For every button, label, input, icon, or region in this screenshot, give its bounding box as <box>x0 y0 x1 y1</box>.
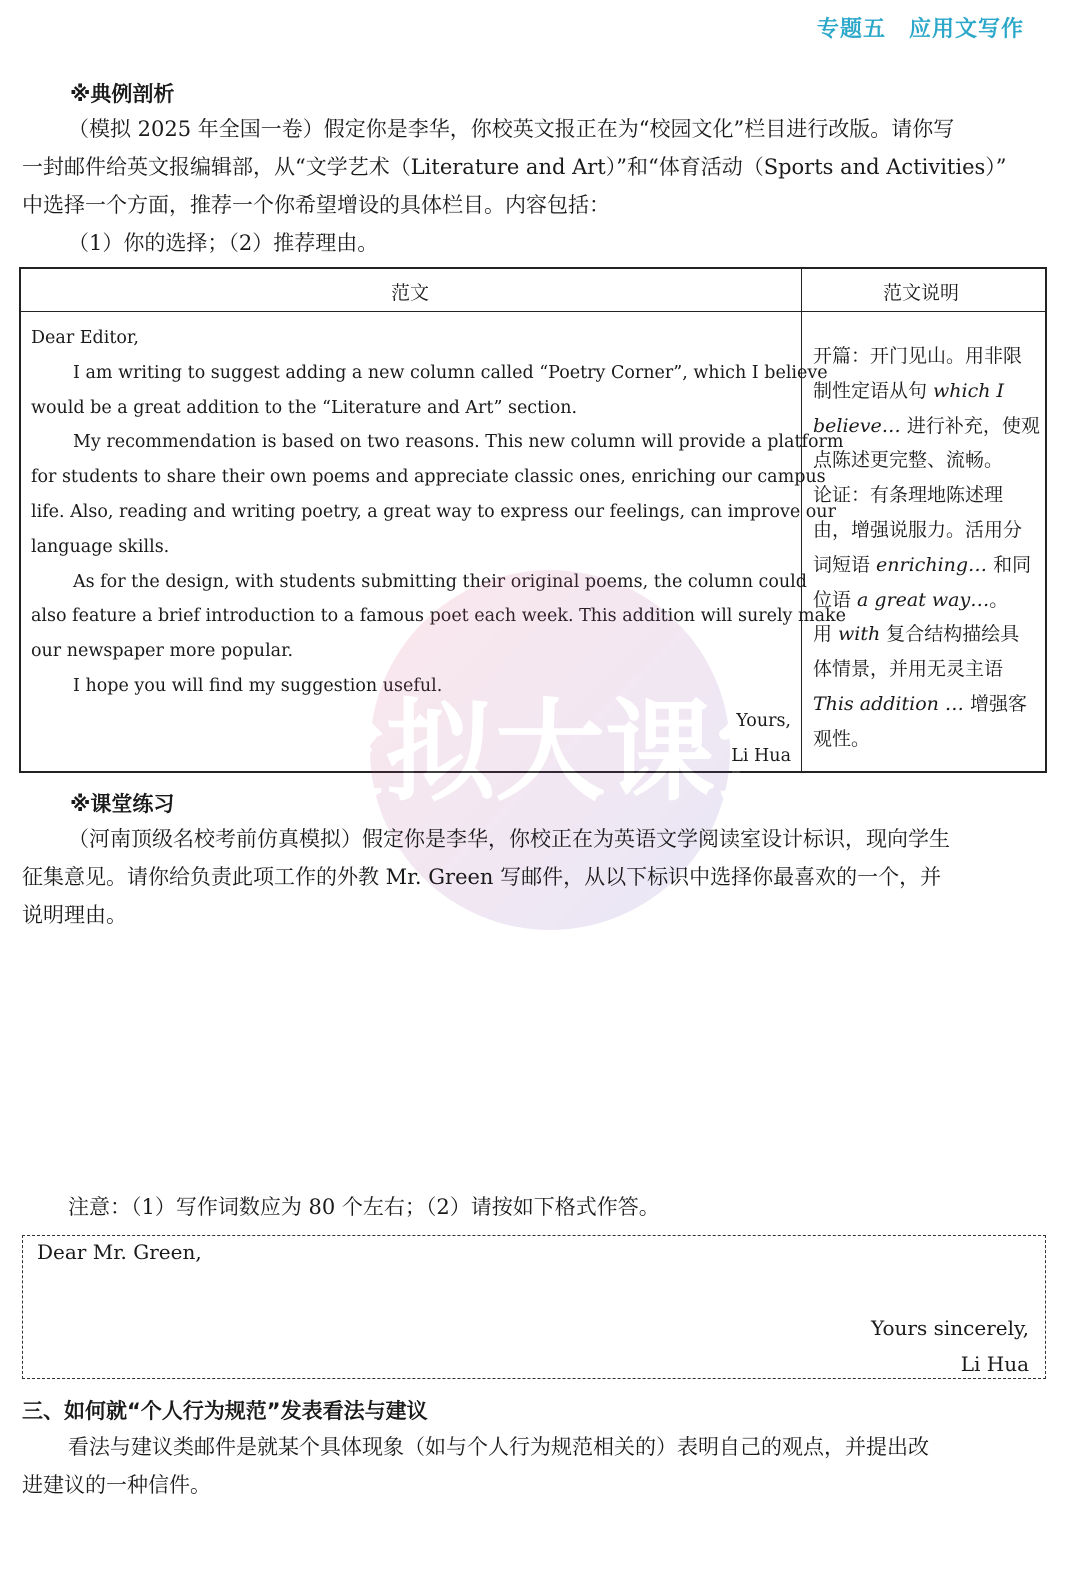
note-line: 点陈述更完整、流畅。 <box>813 449 1004 472</box>
section-body-line: 看法与建议类邮件是就某个具体现象（如与个人行为规范相关的）表明自己的观点，并提出改 <box>68 1435 929 1459</box>
example-heading: ※典例剖析 <box>70 82 175 106</box>
sample-notes <box>813 339 1041 757</box>
essay-line: also feature a brief introduction to a famous poet each week. This addition will surely make <box>31 606 846 627</box>
note-line: 制性定语从句 which I <box>813 379 1005 402</box>
practice-prompt-line: 说明理由。 <box>22 903 127 927</box>
watermark-text: 拟大课 <box>384 688 715 816</box>
essay-line: our newspaper more popular. <box>31 641 294 662</box>
note-line: This addition … 增强客 <box>813 692 1027 715</box>
essay-signature: Li Hua <box>731 745 791 766</box>
practice-note: 注意：（1）写作词数应为 80 个左右；（2）请按如下格式作答。 <box>68 1195 660 1219</box>
essay-line: life. Also, reading and writing poetry, a great way to express our feelings, can improve our <box>31 501 836 522</box>
note-line: believe… 进行补充，使观 <box>813 414 1040 437</box>
essay-line: I hope you will find my suggestion useful. <box>73 675 443 696</box>
answer-closing: Yours sincerely, <box>871 1316 1029 1340</box>
essay-line: Dear Editor, <box>31 328 139 348</box>
essay-line: My recommendation is based on two reasons. This new column will provide a platform <box>73 432 844 453</box>
note-line: 论证：有条理地陈述理 <box>813 484 1004 507</box>
note-line: 观性。 <box>813 727 871 750</box>
note-line: 位语 a great way…。 <box>813 588 1009 611</box>
essay-closing: Yours, <box>736 710 791 731</box>
note-line: 开篇：开门见山。用非限 <box>813 345 1023 367</box>
practice-prompt <box>22 820 1048 934</box>
header-title: 专题五 应用文写作 <box>816 17 1024 42</box>
example-prompt-line: 一封邮件给英文报编辑部，从“文学艺术（Literature and Art）”和“体育活动（Sports and Activities）” <box>22 155 1007 179</box>
answer-signature: Li Hua <box>960 1352 1029 1376</box>
answer-box <box>22 1235 1046 1379</box>
essay-line: I am writing to suggest adding a new column called “Poetry Corner”, which I believe <box>73 362 828 383</box>
section-body <box>22 1428 1048 1504</box>
essay-line: for students to share their own poems and appreciate classic ones, enriching our campus <box>31 467 826 488</box>
essay-line: would be a great addition to the “Literature and Art” section. <box>31 397 578 418</box>
note-line: 用 with 复合结构描绘具 <box>813 623 1020 646</box>
table-divider <box>21 311 1045 312</box>
table-header-notes: 范文说明 <box>883 282 960 304</box>
practice-heading: ※课堂练习 <box>70 792 175 816</box>
note-line: 词短语 enriching… 和同 <box>813 553 1032 576</box>
essay-line: language skills. <box>31 536 170 557</box>
example-prompt <box>22 110 1048 262</box>
note-line: 体情景，并用无灵主语 <box>813 658 1004 681</box>
answer-greeting: Dear Mr. Green, <box>37 1240 202 1264</box>
example-prompt-line: （模拟 2025 年全国一卷）假定你是李华，你校英文报正在为“校园文化”栏目进行改版。请你写 <box>68 117 955 141</box>
section-title: 三、如何就“个人行为规范”发表看法与建议 <box>22 1399 428 1423</box>
example-prompt-line: 中选择一个方面，推荐一个你希望增设的具体栏目。内容包括： <box>22 193 610 217</box>
practice-prompt-line: 征集意见。请你给负责此项工作的外教 Mr. Green 写邮件，从以下标识中选择你最喜欢的一个，并 <box>22 865 942 889</box>
note-line: 由，增强说服力。活用分 <box>813 518 1023 541</box>
example-requirements: （1）你的选择；（2）推荐理由。 <box>68 231 379 255</box>
table-header-sample: 范文 <box>391 282 430 304</box>
section-body-line: 进建议的一种信件。 <box>22 1473 211 1497</box>
sample-essay-table <box>19 267 1047 773</box>
practice-prompt-line: （河南顶级名校考前仿真模拟）假定你是李华，你校正在为英语文学阅读室设计标识，现向学生 <box>68 827 950 851</box>
essay-line: As for the design, with students submitting their original poems, the column could <box>73 571 807 592</box>
